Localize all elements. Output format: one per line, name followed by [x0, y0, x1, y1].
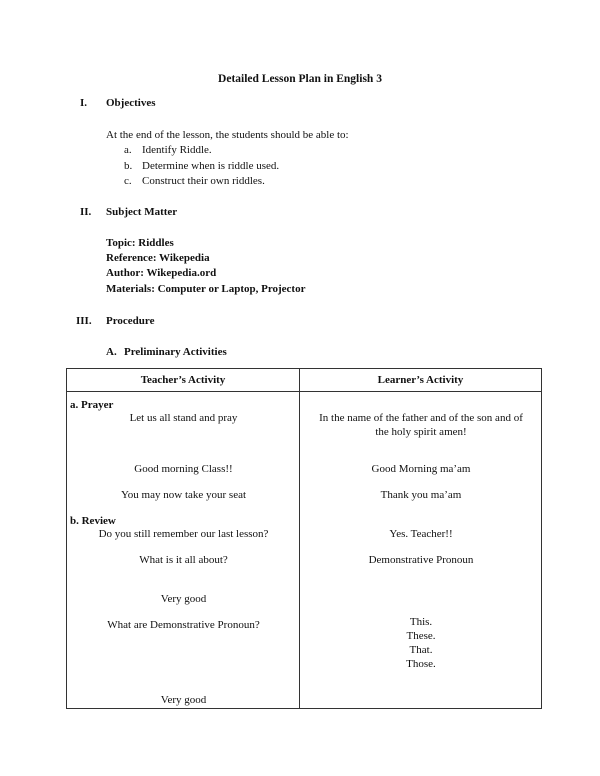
teacher-review-question-1: Do you still remember our last lesson? [98, 528, 269, 540]
subsection-heading: Preliminary Activities [124, 346, 227, 358]
teacher-greeting: Good morning Class!! [134, 463, 233, 475]
objectives-intro: At the end of the lesson, the students should be able to: [106, 129, 349, 141]
learner-activity-header: Learner’s Activity [300, 369, 542, 392]
teacher-very-good-2: Very good [160, 694, 207, 706]
objective-marker: b. [124, 160, 133, 172]
subject-reference: Reference: Wikepedia [106, 252, 210, 264]
activity-table [66, 368, 542, 709]
learner-topic: Demonstrative Pronoun [368, 554, 474, 566]
subject-author: Author: Wikepedia.ord [106, 267, 217, 279]
learner-prayer-line-2: the holy spirit amen! [375, 426, 467, 438]
objective-marker: a. [124, 144, 132, 156]
learner-pronoun-this: This. [409, 616, 433, 628]
teacher-prayer-line: Let us all stand and pray [129, 412, 238, 424]
learner-pronoun-those: Those. [406, 658, 436, 670]
section-heading-objectives: Objectives [106, 97, 156, 109]
subsection-marker: A. [106, 346, 117, 358]
teacher-review-question-2: What is it all about? [139, 554, 228, 566]
teacher-seat: You may now take your seat [120, 489, 247, 501]
objective-item: Construct their own riddles. [142, 175, 265, 187]
objective-item: Identify Riddle. [142, 144, 212, 156]
section-heading-subject-matter: Subject Matter [106, 206, 178, 218]
learner-thanks: Thank you ma’am [380, 489, 462, 501]
teacher-review-question-3: What are Demonstrative Pronoun? [107, 619, 260, 631]
learner-pronoun-that: That. [409, 644, 433, 656]
document-title: Detailed Lesson Plan in English 3 [218, 73, 382, 85]
review-label: b. Review [70, 515, 116, 527]
section-heading-procedure: Procedure [106, 315, 155, 327]
teacher-activity-cell [67, 392, 300, 709]
objective-marker: c. [124, 175, 132, 187]
learner-prayer-line-1: In the name of the father and of the son and of [319, 412, 523, 424]
objective-item: Determine when is riddle used. [142, 160, 280, 172]
learner-greeting: Good Morning ma’am [371, 463, 471, 475]
subject-materials: Materials: Computer or Laptop, Projector [106, 283, 306, 295]
learner-pronoun-these: These. [406, 630, 436, 642]
learner-activity-cell [300, 392, 542, 709]
section-number-objectives: I. [80, 97, 88, 109]
learner-yes: Yes. Teacher!! [389, 528, 453, 540]
teacher-activity-header: Teacher’s Activity [67, 369, 300, 392]
section-number-procedure: III. [76, 315, 92, 327]
teacher-very-good-1: Very good [160, 593, 207, 605]
subject-topic: Topic: Riddles [106, 237, 174, 249]
prayer-label: a. Prayer [70, 399, 114, 411]
section-number-subject-matter: II. [80, 206, 92, 218]
